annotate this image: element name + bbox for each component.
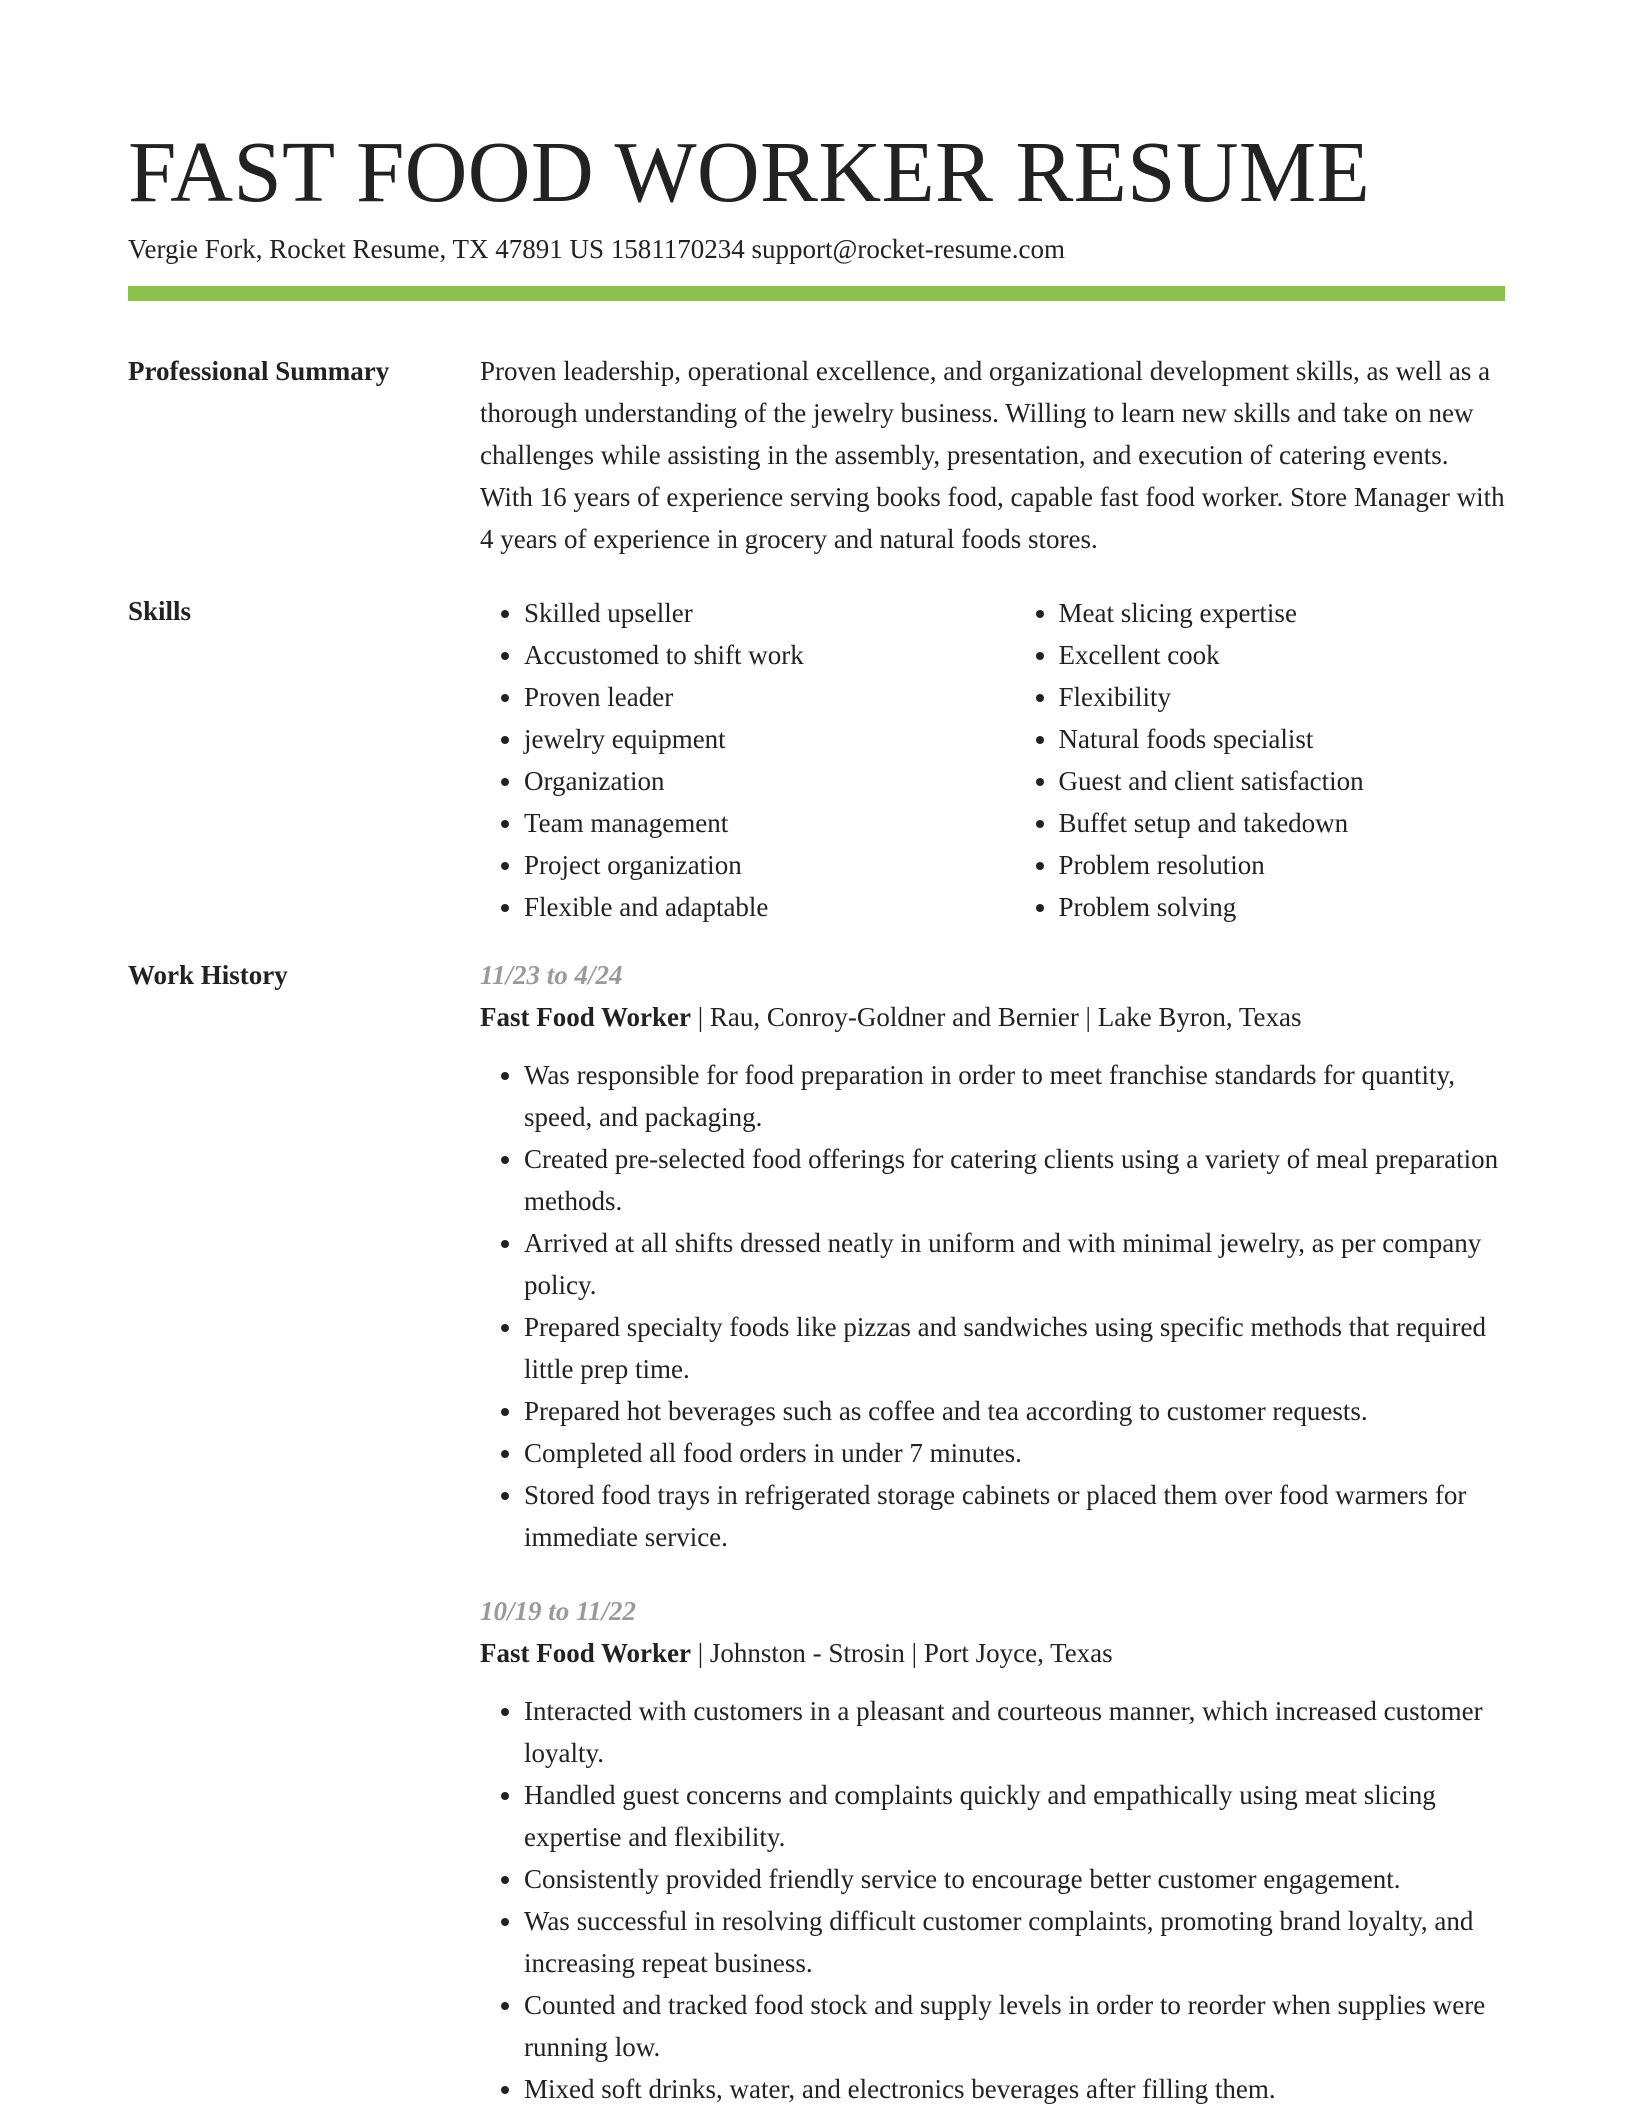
job-bullet: • Mixed soft drinks, water, and electronics beverages after filling them. bbox=[524, 2068, 1505, 2110]
job-bullet: • Stored food trays in refrigerated storage cabinets or placed them over food warmers for immediate service. bbox=[524, 1474, 1505, 1558]
job-heading bbox=[480, 1632, 1505, 1674]
skill-item: • Accustomed to shift work bbox=[524, 634, 971, 676]
job-bullet: • Prepared hot beverages such as coffee and tea according to customer requests. bbox=[524, 1390, 1505, 1432]
job-employer-location: | Rau, Conroy-Goldner and Bernier | Lake Byron, Texas bbox=[691, 1002, 1302, 1032]
skill-item: • Problem resolution bbox=[1059, 844, 1506, 886]
skill-item: • Team management bbox=[524, 802, 971, 844]
job-bullet: • Created pre-selected food offerings for catering clients using a variety of meal preparation methods. bbox=[524, 1138, 1505, 1222]
job-heading bbox=[480, 996, 1505, 1038]
job-bullet: • Arrived at all shifts dressed neatly in uniform and with minimal jewelry, as per company policy. bbox=[524, 1222, 1505, 1306]
job-bullet: • Completed all food orders in under 7 minutes. bbox=[524, 1432, 1505, 1474]
skill-item: • Guest and client satisfaction bbox=[1059, 760, 1506, 802]
job-entry-2 bbox=[480, 1590, 1505, 2110]
skill-item: • Organization bbox=[524, 760, 971, 802]
skill-item: • Project organization bbox=[524, 844, 971, 886]
header-accent-rule bbox=[128, 286, 1505, 301]
skill-item: • Meat slicing expertise bbox=[1059, 592, 1506, 634]
skill-item: • Buffet setup and takedown bbox=[1059, 802, 1506, 844]
section-label-professional-summary: Professional Summary bbox=[128, 356, 390, 386]
resume-title: FAST FOOD WORKER RESUME bbox=[128, 123, 1371, 220]
skills-columns bbox=[480, 592, 1505, 928]
job-bullet: • Prepared specialty foods like pizzas and sandwiches using specific methods that required little prep time. bbox=[524, 1306, 1505, 1390]
skill-item: • Proven leader bbox=[524, 676, 971, 718]
contact-line: Vergie Fork, Rocket Resume, TX 47891 US 1581170234 support@rocket-resume.com bbox=[128, 234, 1065, 264]
skill-item: • Flexible and adaptable bbox=[524, 886, 971, 928]
job-bullet: • Was successful in resolving difficult customer complaints, promoting brand loyalty, and increasing repeat business. bbox=[524, 1900, 1505, 1984]
skill-item: • jewelry equipment bbox=[524, 718, 971, 760]
job-role: Fast Food Worker bbox=[480, 1638, 691, 1668]
skills-list-left bbox=[480, 592, 971, 928]
job-employer-location: | Johnston - Strosin | Port Joyce, Texas bbox=[691, 1638, 1113, 1668]
job-dates: 11/23 to 4/24 bbox=[480, 960, 623, 990]
job-bullet: • Interacted with customers in a pleasant and courteous manner, which increased customer loyalty. bbox=[524, 1690, 1505, 1774]
section-label-skills: Skills bbox=[128, 596, 192, 626]
job-entry-1 bbox=[480, 954, 1505, 1558]
job-bullet-list bbox=[480, 1054, 1505, 1558]
skill-item: • Natural foods specialist bbox=[1059, 718, 1506, 760]
section-label-work-history: Work History bbox=[128, 960, 288, 990]
job-bullet: • Handled guest concerns and complaints quickly and empathically using meat slicing expertise and flexibility. bbox=[524, 1774, 1505, 1858]
job-role: Fast Food Worker bbox=[480, 1002, 691, 1032]
skill-item: • Skilled upseller bbox=[524, 592, 971, 634]
job-bullet: • Was responsible for food preparation in order to meet franchise standards for quantity, speed, and packaging. bbox=[524, 1054, 1505, 1138]
skill-item: • Problem solving bbox=[1059, 886, 1506, 928]
skill-item: • Flexibility bbox=[1059, 676, 1506, 718]
professional-summary-text: Proven leadership, operational excellence, and organizational development skills, as well as a thorough understanding of the jewelry business. Willing to learn new skills and take on new challenges while assisting in the assembly, presentation, and execution of catering events. With 16 years of experience serving books food, capable fast food worker. Store Manager with 4 years of experience in grocery and natural foods stores. bbox=[480, 356, 1505, 554]
job-bullet: • Counted and tracked food stock and supply levels in order to reorder when supplies were running low. bbox=[524, 1984, 1505, 2068]
skills-list-right bbox=[1015, 592, 1506, 928]
job-bullet: • Consistently provided friendly service to encourage better customer engagement. bbox=[524, 1858, 1505, 1900]
job-dates: 10/19 to 11/22 bbox=[480, 1596, 637, 1626]
job-bullet-list bbox=[480, 1690, 1505, 2110]
skill-item: • Excellent cook bbox=[1059, 634, 1506, 676]
